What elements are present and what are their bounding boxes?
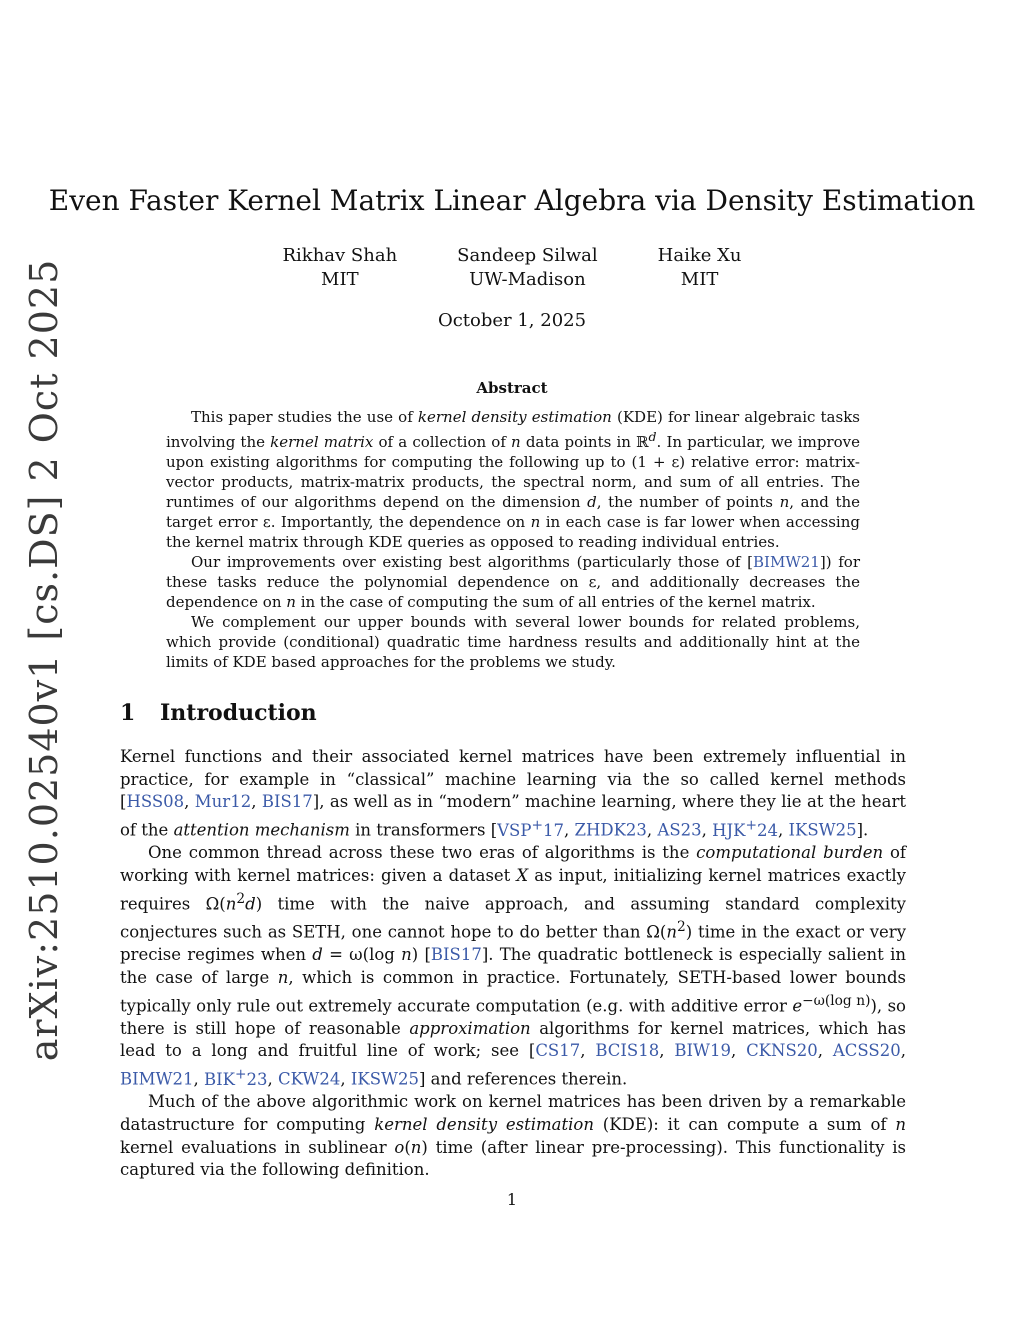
author-block	[457, 244, 597, 292]
author-block	[658, 244, 742, 292]
author-block	[282, 244, 397, 292]
citation-link[interactable]: ACSS20	[832, 1041, 901, 1061]
abstract-paragraph: We complement our upper bounds with several lower bounds for related problems, which provide (conditional) quadratic time hardness results and additionally hint at the limits of KDE based approaches for the problems we study.	[166, 613, 860, 671]
author-name: Haike Xu	[657, 245, 742, 266]
abstract-heading: Abstract	[476, 379, 548, 397]
citation-link[interactable]: BIW19	[674, 1041, 731, 1061]
citation-link[interactable]: CKW24	[278, 1069, 341, 1089]
citation-link[interactable]: BIS17	[430, 945, 482, 965]
citation-link[interactable]: BCIS18	[595, 1041, 660, 1061]
body-paragraph: Kernel functions and their associated kernel matrices have been extremely influential in practice, for example in “classical” machine learning via the so called kernel methods [HSS08, Mur12, BIS17], as well as in “modern” machine learning, where they lie at the heart of the attention mechanism in transformers [VSP+17, ZHDK23, AS23, HJK+24, IKSW25].	[120, 747, 906, 840]
section-heading	[120, 700, 317, 726]
author-affiliation: UW-Madison	[469, 269, 586, 290]
citation-link[interactable]: BIS17	[261, 792, 313, 812]
citation-link[interactable]: CKNS20	[746, 1041, 818, 1061]
citation-link[interactable]: AS23	[657, 820, 702, 840]
page-number: 1	[506, 1190, 518, 1209]
citation-link[interactable]: Mur12	[194, 792, 252, 812]
citation-link[interactable]: CS17	[535, 1041, 581, 1061]
section-number: 1	[120, 700, 136, 726]
body-paragraph: One common thread across these two eras of algorithms is the computational burden of working with kernel matrices: given a dataset X as input, initializing kernel matrices exactly requires $\Omega(n^2d)$ time with the naive approach, and assuming standard complexity conjectures such as SETH, one cannot hope to do better than $\Omega(n^2)$ time in the exact or very precise regimes when d = ω(log n) [BIS17]. The quadratic bottleneck is especially salient in the case of large n, which is common in practice. Fortunately, SETH-based lower bounds typically only rule out extremely accurate computation (e.g. with additive error $e^{-\omega(log n)}$), so there is still hope of reasonable approximation algorithms for kernel matrices, which has lead to a long and fruitful line of work; see [CS17, BCIS18, BIW19, CKNS20, ACSS20, BIMW21, BIK+23, CKW24, IKSW25] and references therein.	[120, 843, 907, 1089]
abstract-paragraph: This paper studies the use of kernel density estimation (KDE) for linear algebraic tasks involving the kernel matrix of a collection of n data points in ℝ$^d$. In particular, we improve upon existing algorithms for computing the following up to (1 + ε) relative error: matrix-vector products, matrix-matrix products, the spectral norm, and sum of all entries. The runtimes of our algorithms depend on the dimension d, the number of points n, and the target error ε. Importantly, the dependence on n in each case is far lower when accessing the kernel matrix through KDE queries as opposed to reading individual entries.	[166, 408, 861, 551]
body-paragraph: Much of the above algorithmic work on kernel matrices has been driven by a remarkable datastructure for computing kernel density estimation (KDE): it can compute a sum of n kernel evaluations in sublinear o(n) time (after linear pre-processing). This functionality is captured via the following definition.	[120, 1092, 906, 1180]
arxiv-identifier-stamp: arXiv:2510.02540v1 [cs.DS] 2 Oct 2025	[22, 258, 66, 1062]
citation-link[interactable]: BIMW21	[753, 553, 820, 571]
author-name: Sandeep Silwal	[457, 245, 598, 266]
section-title: Introduction	[160, 700, 317, 726]
author-affiliation: MIT	[680, 269, 719, 290]
citation-link[interactable]: HSS08	[126, 792, 185, 812]
citation-link[interactable]: HJK+24	[712, 817, 778, 840]
author-list	[0, 244, 1024, 292]
citation-link[interactable]: VSP+17	[497, 817, 564, 840]
abstract-body	[166, 407, 860, 672]
author-name: Rikhav Shah	[282, 245, 398, 266]
paper-title: Even Faster Kernel Matrix Linear Algebra via Density Estimation	[48, 184, 976, 217]
citation-link[interactable]: IKSW25	[350, 1069, 419, 1089]
introduction-body	[120, 746, 906, 1182]
publication-date: October 1, 2025	[437, 310, 587, 331]
author-affiliation: MIT	[321, 269, 359, 290]
abstract-paragraph: Our improvements over existing best algorithms (particularly those of [BIMW21]) for these tasks reduce the polynomial dependence on ε, and additionally decreases the dependence on n in the case of computing the sum of all entries of the kernel matrix.	[166, 553, 860, 611]
citation-link[interactable]: BIK+23	[204, 1066, 268, 1089]
citation-link[interactable]: BIMW21	[120, 1069, 194, 1089]
citation-link[interactable]: IKSW25	[788, 820, 857, 840]
citation-link[interactable]: ZHDK23	[574, 820, 647, 840]
